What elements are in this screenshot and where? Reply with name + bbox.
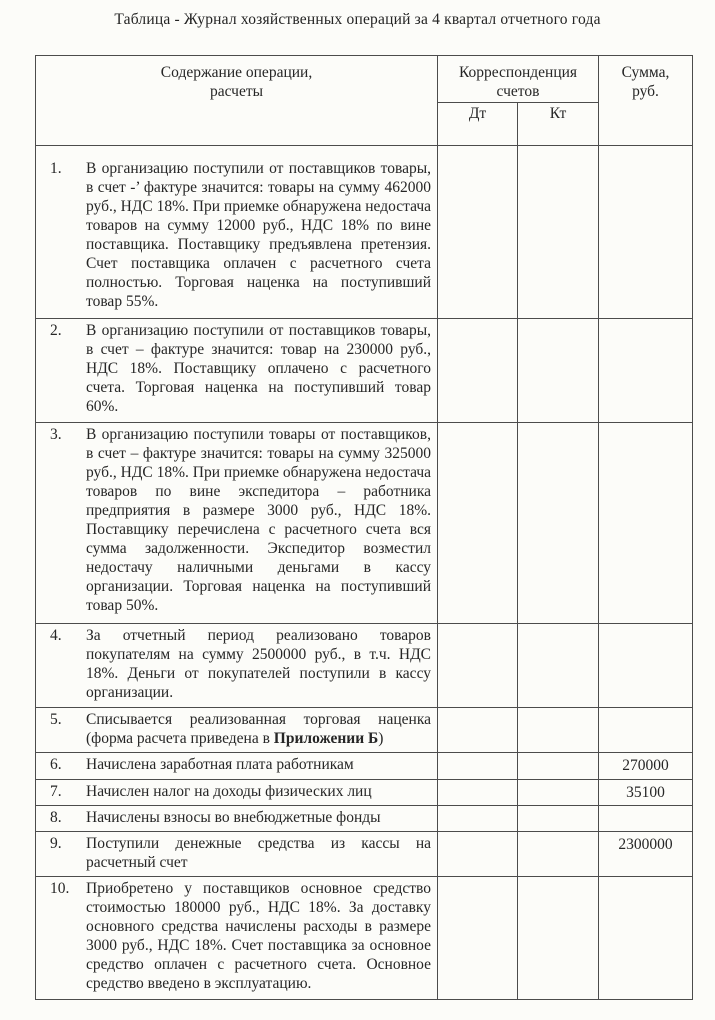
debit-cell	[438, 779, 518, 806]
col-header-content-line2: расчеты	[209, 83, 264, 100]
operation-content-cell	[36, 752, 438, 779]
row-number: 5.	[50, 710, 62, 728]
col-header-debit: Дт	[438, 103, 518, 146]
credit-cell	[518, 831, 599, 876]
operation-content-cell	[36, 146, 438, 319]
amount-cell: 270000	[599, 752, 693, 779]
col-header-content-line1: Содержание операции,	[160, 64, 313, 81]
table-row	[36, 806, 693, 832]
credit-cell	[518, 146, 599, 319]
row-number: 10.	[50, 879, 70, 897]
col-header-correspondence-line1: Корреспонденция	[458, 64, 578, 81]
col-header-amount-line1: Сумма,	[621, 64, 670, 81]
document-title: Таблица - Журнал хозяйственных операций за 4 квартал отчетного года	[114, 11, 601, 28]
row-text-content: В организацию поступили от поставщиков товары, в счет -’ фактуре значится: товары на сумму 462000 руб., НДС 18%. При приемке обнаружена недостача товаров на сумму 12000 руб., НДС 18% по вине поставщика. Поставщику предъявлена претензия. Счет поставщика оплачен с расчетного счета полностью. Торговая наценка на поступивший товар 55%.	[86, 160, 431, 310]
row-text-content: Начислен налог на доходы физических лиц	[86, 782, 372, 800]
credit-cell	[518, 752, 599, 779]
row-number: 4.	[50, 626, 62, 644]
row-number: 2.	[50, 322, 62, 340]
operation-content-cell	[36, 831, 438, 876]
row-text-content: Поступили денежные средства из кассы на расчетный счет	[86, 834, 431, 871]
amount-cell	[599, 707, 693, 752]
debit-cell	[438, 831, 518, 876]
amount-cell	[599, 876, 693, 999]
table-row	[36, 146, 693, 319]
row-number: 6.	[50, 755, 62, 773]
amount-cell: 2300000	[599, 831, 693, 876]
col-header-amount-line2: руб.	[632, 83, 659, 100]
row-text-content: В организацию поступили товары от поставщиков, в счет – фактуре значится: товары на сумму 325000 руб., НДС 18%. При приемке обнаружена недостача товаров по вине экспедитора – работника предприятия в размере 3000 руб., НДС 18%. Поставщику перечислена с расчетного счета вся сумма задолженности. Экспедитор возместил недостачу наличными деньгами в кассу организации. Торговая наценка на поступивший товар 50%.	[86, 425, 431, 614]
row-number: 7.	[50, 782, 62, 800]
col-header-correspondence	[438, 56, 599, 103]
operation-content-cell	[36, 623, 438, 707]
credit-cell	[518, 319, 599, 423]
table-row	[36, 707, 693, 752]
table-header	[36, 56, 693, 146]
row-text-content: Приобретено у поставщиков основное средство стоимостью 180000 руб., НДС 18%. За доставку основного средства начислены расходы в размере 3000 руб., НДС 18%. Счет поставщика за основное средство оплачен с расчетного счета. Основное средство введено в эксплуатацию.	[86, 879, 431, 992]
credit-cell	[518, 876, 599, 999]
row-number: 8.	[50, 809, 62, 827]
table-row	[36, 422, 693, 623]
operation-content-cell	[36, 806, 438, 832]
credit-cell	[518, 707, 599, 752]
table-row	[36, 831, 693, 876]
row-text-content: Начислены взносы во внебюджетные фонды	[86, 809, 381, 827]
operation-content-cell	[36, 319, 438, 423]
table-row	[36, 779, 693, 806]
col-header-amount	[599, 56, 693, 146]
amount-cell	[599, 422, 693, 623]
debit-cell	[438, 707, 518, 752]
debit-cell	[438, 623, 518, 707]
debit-cell	[438, 422, 518, 623]
amount-cell: 35100	[599, 779, 693, 806]
credit-cell	[518, 623, 599, 707]
table-body	[36, 146, 693, 1000]
amount-cell	[599, 146, 693, 319]
col-header-operation-content	[36, 56, 438, 146]
col-header-credit: Кт	[518, 103, 599, 146]
table-row	[36, 319, 693, 423]
operation-content-cell	[36, 779, 438, 806]
debit-cell	[438, 752, 518, 779]
credit-cell	[518, 806, 599, 832]
operations-journal-table	[35, 55, 693, 1000]
table-row	[36, 623, 693, 707]
debit-cell	[438, 876, 518, 999]
amount-cell	[599, 623, 693, 707]
credit-cell	[518, 422, 599, 623]
table-row	[36, 876, 693, 999]
row-text-content: За отчетный период реализовано товаров покупателям на сумму 2500000 руб., в т.ч. НДС 18%. Деньги от покупателей поступили в кассу организации.	[86, 626, 431, 701]
row-number: 3.	[50, 425, 62, 443]
row-number: 1.	[50, 160, 62, 177]
debit-cell	[438, 319, 518, 423]
operation-content-cell	[36, 707, 438, 752]
row-text-content: В организацию поступили от поставщиков товары, в счет – фактуре значится: товар на 230000 руб., НДС 18%. Поставщику оплачено с расчетного счета. Торговая наценка на поступивший товар 60%.	[86, 322, 431, 416]
row-number: 9.	[50, 834, 62, 852]
amount-cell	[599, 319, 693, 423]
amount-cell	[599, 806, 693, 832]
row-text-content: Списывается реализованная торговая наценка (форма расчета приведена в Приложении Б)	[86, 710, 431, 747]
row-text-content: Начислена заработная плата работникам	[86, 755, 354, 773]
debit-cell	[438, 146, 518, 319]
credit-cell	[518, 779, 599, 806]
operation-content-cell	[36, 422, 438, 623]
debit-cell	[438, 806, 518, 832]
operation-content-cell	[36, 876, 438, 999]
col-header-correspondence-line2: счетов	[496, 83, 540, 100]
table-row	[36, 752, 693, 779]
